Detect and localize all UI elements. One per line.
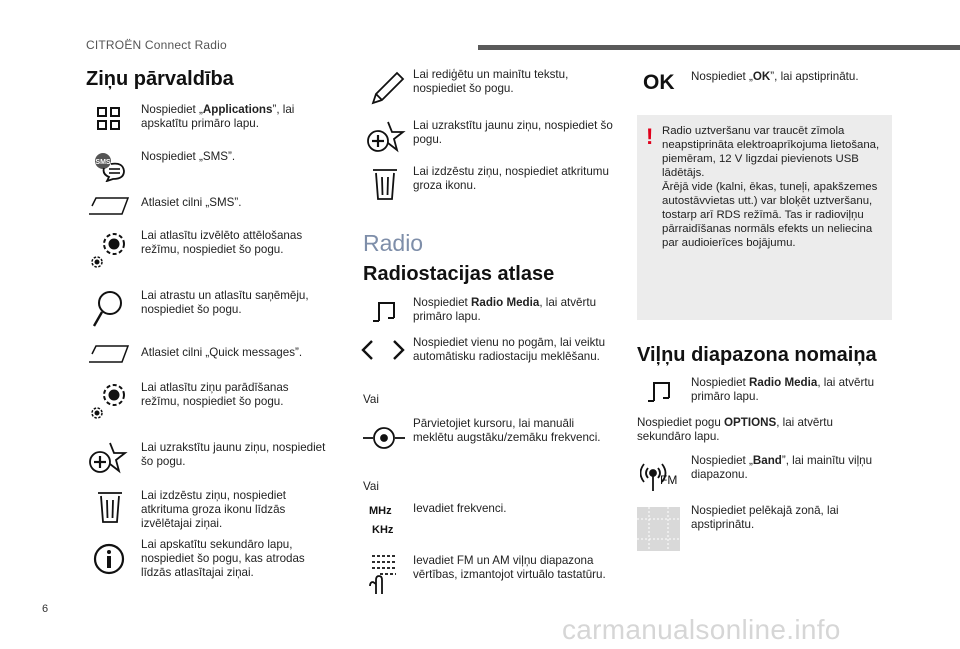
add-favorite-icon — [88, 441, 128, 475]
tuner-cursor-icon — [362, 425, 406, 451]
item-grey-zone: Nospiediet pelēkajā zonā, lai apstiprinātu. — [691, 504, 839, 531]
music-note-icon — [646, 380, 672, 406]
item-new-message-2: Lai uzrakstītu jaunu ziņu, nospiediet šo pogu. — [413, 119, 613, 146]
settings-gear-icon — [90, 381, 128, 421]
item-secondary-page: Lai apskatītu sekundāro lapu, nospiediet šo pogu, kas atrodas līdzās atlasītajai ziņai. — [141, 538, 305, 579]
item-tab-quick: Atlasiet cilni „Quick messages”. — [141, 346, 303, 359]
item-message-mode: Lai atlasītu ziņu parādīšanas režīmu, nospiediet šo pogu. — [141, 381, 289, 408]
item-search-recipient: Lai atrastu un atlasītu saņēmēju, nospiediet šo pogu. — [141, 289, 309, 316]
or-label-1: Vai — [363, 393, 379, 406]
ok-icon: OK — [643, 71, 675, 94]
item-applications: Nospiediet „Applications”, lai apskatītu primāro lapu. — [141, 103, 295, 130]
settings-gear-icon — [90, 230, 128, 270]
or-label-2: Vai — [363, 480, 379, 493]
item-manual-search: Pārvietojiet kursoru, lai manuāli meklētu augstāku/zemāku frekvenci. — [413, 417, 601, 444]
item-edit-text: Lai rediģētu un mainītu tekstu, nospiediet šo pogu. — [413, 68, 569, 95]
sms-icon — [93, 152, 127, 182]
item-virtual-keyboard: Ievadiet FM un AM viļņu diapazona vērtības, izmantojot virtuālo tastatūru. — [413, 554, 606, 581]
trash-icon — [97, 490, 123, 524]
header-rule — [478, 45, 960, 50]
item-band: Nospiediet „Band”, lai mainītu viļņu diapazonu. — [691, 454, 873, 481]
item-radio-media: Nospiediet Radio Media, lai atvērtu primāro lapu. — [413, 296, 597, 323]
add-favorite-icon — [366, 120, 406, 154]
section-title-radio: Radio — [363, 230, 424, 256]
watermark: carmanualsonline.info — [562, 614, 841, 645]
warning-icon: ! — [646, 124, 654, 149]
mhz-label: MHz — [369, 505, 392, 517]
page-number: 6 — [42, 603, 49, 615]
info-icon — [93, 543, 125, 575]
warning-text — [662, 124, 890, 250]
warning-paragraph-1: Radio uztveršanu var traucēt zīmola neapstiprināta elektroaprīkojuma lietošana, piemēram, 12 V ligzdai pievienots USB lādētājs. — [662, 125, 880, 179]
item-new-message: Lai uzrakstītu jaunu ziņu, nospiediet šo pogu. — [141, 441, 326, 468]
item-enter-frequency: Ievadiet frekvenci. — [413, 502, 507, 515]
svg-text:SMS: SMS — [95, 159, 111, 166]
search-icon — [92, 290, 124, 328]
pencil-icon — [370, 70, 406, 106]
arrows-icon — [360, 339, 406, 361]
item-display-mode: Lai atlasītu izvēlēto attēlošanas režīmu, nospiediet šo pogu. — [141, 229, 303, 256]
item-auto-search: Nospiediet vienu no pogām, lai veiktu automātisku radiostaciju meklēšanu. — [413, 336, 606, 363]
keypad-icon — [366, 552, 400, 596]
running-header: CITROËN Connect Radio — [86, 38, 227, 52]
item-tab-sms: Atlasiet cilni „SMS”. — [141, 196, 242, 209]
khz-label: KHz — [372, 524, 394, 536]
section-title-messages: Ziņu pārvaldība — [86, 68, 234, 90]
apps-grid-icon — [96, 106, 122, 132]
music-note-icon — [371, 300, 397, 326]
tab-icon — [88, 196, 130, 216]
item-sms: Nospiediet „SMS”. — [141, 150, 236, 163]
trash-icon — [372, 167, 398, 201]
tab-icon — [88, 344, 130, 364]
warning-paragraph-2: Ārējā vide (kalni, ēkas, tuneļi, apakšzemes autostāvvietas utt.) var bloķēt uztveršanu, tostarp arī RDS režīmā. Tas ir radioviļņu pārraidīšanas normāls efekts un neliecina par audioierīces bojājumu. — [662, 181, 878, 249]
grey-zone-icon — [637, 507, 680, 551]
item-ok: Nospiediet „OK”, lai apstiprinātu. — [691, 70, 859, 83]
item-radio-media-2: Nospiediet Radio Media, lai atvērtu primāro lapu. — [691, 376, 875, 403]
section-title-band: Viļņu diapazona nomaiņa — [637, 344, 877, 366]
item-delete-message-2: Lai izdzēstu ziņu, nospiediet atkritumu groza ikonu. — [413, 165, 609, 192]
fm-label: FM — [660, 473, 678, 487]
subsection-title-station: Radiostacijas atlase — [363, 263, 555, 285]
item-options: Nospiediet pogu OPTIONS, lai atvērtu sekundāro lapu. — [637, 416, 833, 443]
item-delete-message: Lai izdzēstu ziņu, nospiediet atkrituma groza ikonu līdzās izvēlētajai ziņai. — [141, 489, 287, 530]
